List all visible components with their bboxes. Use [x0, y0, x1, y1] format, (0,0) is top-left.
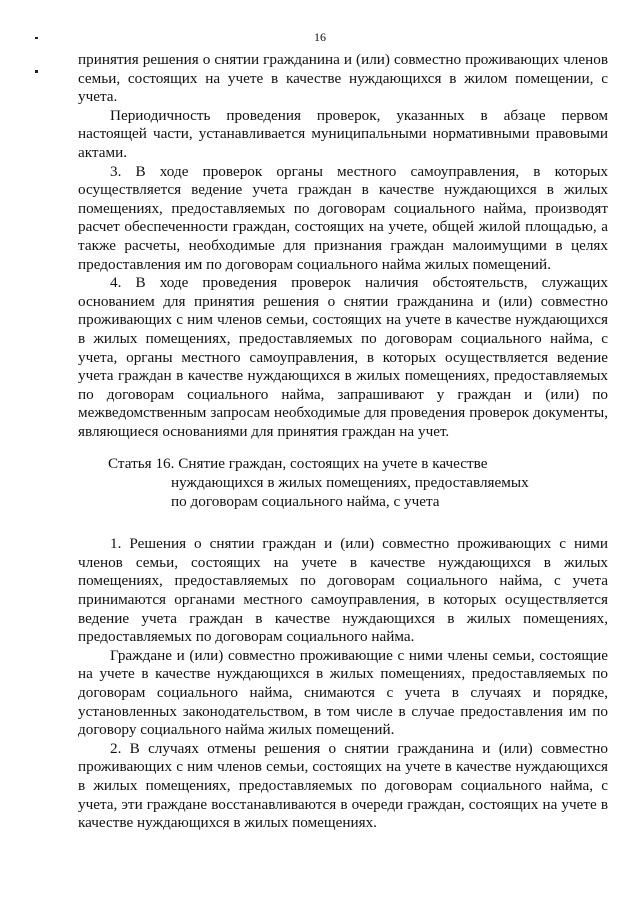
paragraph: Периодичность проведения проверок, указанных в абзаце первом настоящей части, устанавливается муниципальными нормативными правовыми актами.	[78, 106, 608, 161]
paragraph: 4. В ходе проведения проверок наличия обстоятельств, служащих основанием для принятия решения о снятии гражданина и (или) совместно проживающих с ним членов семьи, состоящих на учете в качестве нуждающихся в жилых помещениях, предоставляемых по договорам социального найма, с учета, органы местного самоуправления, в которых осуществляется ведение учета граждан в качестве нуждающихся в жилых помещениях, предоставляемых по договорам социального найма, запрашивают у граждан и (или) по межведомственным запросам необходимые для проведения проверок документы, являющиеся основаниями для принятия граждан на учет.	[78, 274, 608, 440]
paragraph: принятия решения о снятии гражданина и (или) совместно проживающих членов семьи, состоящих на учете в качестве нуждающихся в жилом помещении, с учета.	[78, 51, 608, 106]
scan-mark	[35, 37, 38, 39]
page-number: 16	[314, 30, 326, 44]
article-heading-line: нуждающихся в жилых помещениях, предоставляемых	[171, 474, 529, 492]
paragraph: 3. В ходе проверок органы местного самоуправления, в которых осуществляется ведение учета граждан в качестве нуждающихся в жилых помещениях, предоставляемых по договорам социального найма, производят расчет обеспеченности граждан, состоящих на учете, общей жилой площадью, а также расчеты, необходимые для признания граждан малоимущими в целях предоставления им по договорам социального найма жилых помещений.	[78, 162, 608, 273]
paragraph: 1. Решения о снятии граждан и (или) совместно проживающих с ними членов семьи, состоящих на учете в качестве нуждающихся в жилых помещениях, предоставляемых по договорам социального найма, с учета принимаются органами местного самоуправления, в которых осуществляется ведение учета граждан в качестве нуждающихся в жилых помещениях, предоставляемых по договорам социального найма.	[78, 535, 608, 646]
article-heading	[78, 455, 608, 511]
article-heading-line: по договорам социального найма, с учета	[171, 492, 440, 510]
article-heading-line: Статья 16. Снятие граждан, состоящих на учете в качестве	[108, 455, 488, 473]
paragraph: Граждане и (или) совместно проживающие с ними члены семьи, состоящие на учете в качестве нуждающихся в жилых помещениях, предоставляемых по договорам социального найма, снимаются с учета в случаях и порядке, установленных законодательством, в том числе в случае предоставления им по договору социального найма жилых помещений.	[78, 646, 608, 739]
paragraph: 2. В случаях отмены решения о снятии гражданина и (или) совместно проживающих с ним членов семьи, состоящих на учете в качестве нуждающихся в жилых помещениях, предоставляемых по договорам социального найма, с учета, эти граждане восстанавливаются в очереди граждан, состоящих на учете в качестве нуждающихся в жилых помещениях.	[78, 739, 608, 832]
scan-mark	[35, 70, 38, 73]
document-body	[78, 51, 608, 833]
